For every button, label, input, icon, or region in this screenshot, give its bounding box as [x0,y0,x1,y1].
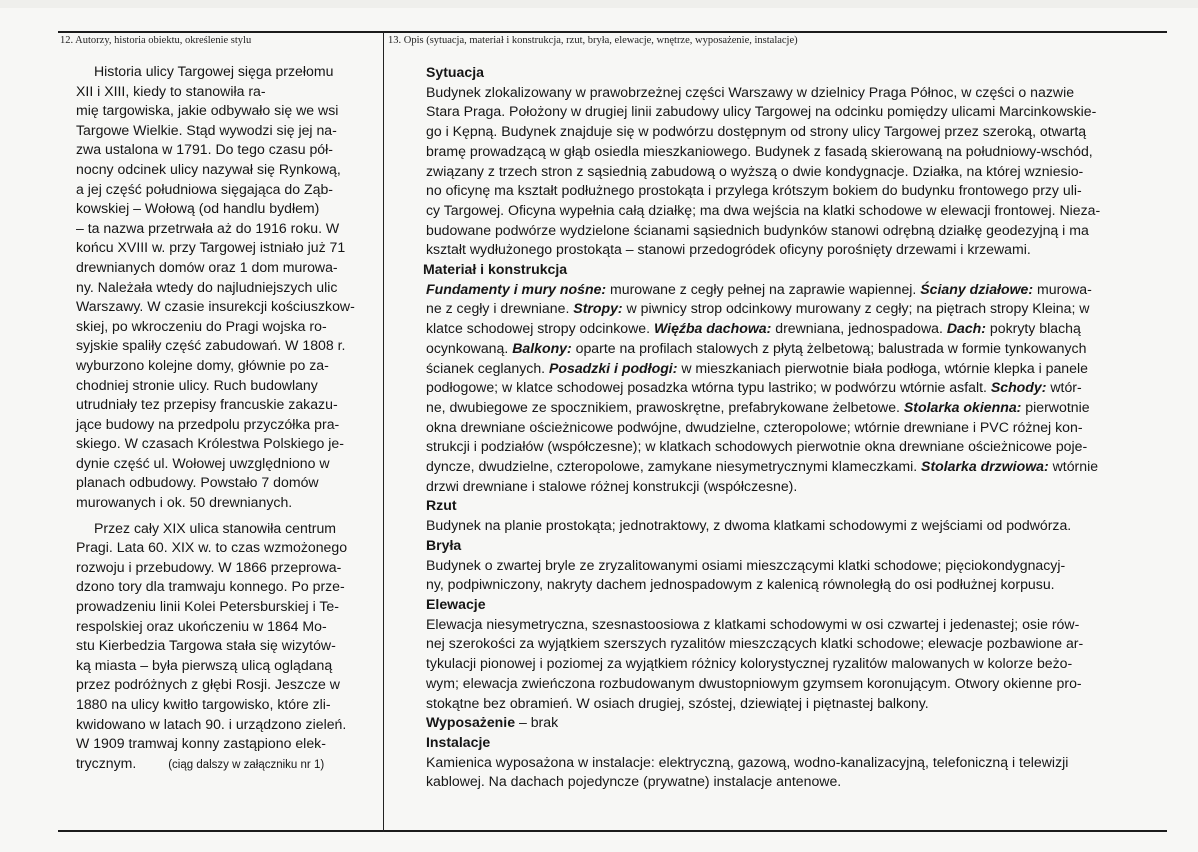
scan-edge [0,0,1198,8]
text-fragment: – brak [515,714,559,731]
text-fragment: w piwnicy strop odcinkowy murowany z cegły; na piętrach stropy Kleina; w [622,300,1090,317]
bottom-rule [58,830,1167,832]
heading-rzut: Rzut [426,497,457,514]
heading-material: Materiał i konstrukcja [423,261,568,278]
text-line [76,754,368,776]
text-line: ny. Należała wtedy do najludniejszych ulic [76,278,338,295]
text-fragment: wtór- [1046,379,1082,396]
history-paragraph-2 [76,519,368,776]
left-column-header: 12. Autorzy, historia obiektu, określenie stylu [60,35,252,46]
text-line: Targowe Wielkie. Stąd wywodzi się jej na- [76,121,337,138]
text-line: rozwoju i przebudowy. W 1866 przeprowa- [76,558,342,575]
last-line-text: trycznym. [76,754,137,771]
text-line: kształt wydłużonego prostokąta – stanowi przedogródek oficyny porośnięty drzewami i krzewami. [426,241,1031,258]
text-line: Kamienica wyposażona w instalacje: elektryczną, gazową, wodno-kanalizacyjną, telefoniczną i telewizji [426,753,1069,770]
text-fragment: pokryty blachą [986,320,1081,337]
text-line [426,457,1156,477]
text-fragment: ścianek ceglanych. [426,359,549,376]
text-line: dzono tory dla tramwaju konnego. Po prze- [76,578,345,595]
text-line: skiego. W czasach Królestwa Polskiego je- [76,435,344,452]
right-column-header: 13. Opis (sytuacja, materiał i konstrukcja, rzut, bryła, elewacje, wnętrze, wyposażenie, instalacje) [388,35,798,46]
label-schody: Schody: [990,379,1047,396]
text-line: okna drewniane ościeżnicowe podwójne, dwudzielne, czteropolowe; wtórnie drewniane i PVC różnej kon- [426,418,1083,435]
heading-instalacje: Instalacje [426,733,491,750]
text-fragment: ocynkowaną. [426,339,513,356]
text-line: Historia ulicy Targowej sięga przełomu [94,63,334,79]
text-line: przez podróżnych z głębi Rosji. Jeszcze w [76,676,340,693]
text-fragment: klatce schodowej stropy odcinkowe. [426,320,654,337]
text-line: tykulacji pionowej i poziomej za wyjątkiem różnicy kolorystycznej ryzalitów malowanych w kolorze beżo- [426,655,1073,672]
top-rule [58,31,1167,33]
text-line: zwa ustalona w 1791. Do tego czasu pół- [76,141,333,158]
text-line: Przez cały XIX ulica stanowiła centrum [94,519,337,536]
heading-bryla: Bryła [426,536,462,553]
text-fragment: wtórnie [1048,458,1099,475]
text-fragment: murowa- [1033,280,1092,297]
label-sciany: Ściany działowe: [920,280,1034,297]
text-fragment: ne, dwubiegowe ze spocznikiem, prawoskrętne, prefabrykowane żelbetowe. [426,398,904,415]
label-fundamenty: Fundamenty i mury nośne: [426,280,607,297]
text-line: nej szerokości za wyjątkiem szerszych ryzalitów mieszczących klatki schodowe; elewacje pozbawione ar- [426,635,1084,652]
text-line [426,713,1156,733]
text-line [426,398,1156,418]
text-line: jące budowy na przedpolu przyczółka pra- [76,415,340,432]
text-fragment: ne z cegły i drewniane. [426,300,574,317]
text-line: 1880 na ulicy kwitło targowisko, które zli- [76,696,331,712]
text-line: wym; elewacja zwieńczona rozbudowanym dwustopniowym gzymsem koronującym. Otwory okienne pro- [426,674,1082,691]
text-fragment: w mieszkaniach pierwotnie biała podłoga, wtórnie klepka i panele [677,359,1088,376]
text-line: drzwi drewniane i stalowe różnej konstrukcji (współczesne). [426,477,798,494]
text-line [426,359,1156,379]
label-stropy: Stropy: [573,300,623,317]
text-line: kablowej. Na dachach pojedyncze (prywatne) instalacje antenowe. [426,773,842,790]
text-line: dynie część ul. Wołowej uwzględniono w [76,454,330,471]
text-fragment: murowane z cegły pełnej na zaprawie wapiennej. [606,280,921,297]
text-line: końcu XVIII w. przy Targowej istniało już 71 [76,239,346,256]
text-line: Pragi. Lata 60. XIX w. to czas wzmożonego [76,539,348,556]
text-line: W 1909 tramwaj konny zastąpiono elek- [76,735,326,752]
text-line: XII i XIII, kiedy to stanowiła ra- [76,82,266,99]
text-line: Stara Praga. Położony w drugiej linii zabudowy ulicy Targowej na odcinku pomiędzy ulicami Marcinkowskie- [426,103,1097,120]
text-line [426,319,1156,339]
continuation-note: (ciąg dalszy w załączniku nr 1) [168,758,325,771]
label-posadzki: Posadzki i podłogi: [549,359,678,376]
text-fragment: pierwotnie [1021,398,1090,415]
history-text [76,62,368,775]
label-stolarka-drzwiowa: Stolarka drzwiowa: [921,458,1049,475]
heading-elewacje: Elewacje [426,595,486,612]
text-line [426,299,1156,319]
text-line: go i Kępną. Budynek znajduje się w podwórzu dostępnym od strony ulicy Targowej przez szeroką, otwartą [426,123,1087,140]
text-line: Elewacja niesymetryczna, szesnastoosiowa z klatkami schodowymi w osi czwartej i jedenastej; osie rów- [426,615,1080,632]
history-paragraph-1 [76,62,368,513]
text-line: Budynek o zwartej bryle ze zryzalitowanymi osiami mieszczącymi klatki schodowe; pięciokondygnacyj- [426,556,1066,573]
heading-wyposazenie: Wyposażenie [426,714,516,731]
text-line: stu Kierbedzia Targowa stała się wizytów- [76,637,336,654]
text-line: cy Targowej. Oficyna wypełnia całą działkę; ma dwa wejścia na klatki schodowe w elewacji frontowej. Nieza- [426,201,1101,218]
text-line: Budynek zlokalizowany w prawobrzeżnej części Warszawy w dzielnicy Praga Północ, w części o nazwie [426,83,1075,100]
text-fragment: drewniana, jednospadowa. [771,320,947,337]
text-line: a jej część południowa sięgająca do Ząb- [76,180,333,197]
column-divider [383,31,384,832]
text-line: strukcji i podziałów (współczesne); w klatkach schodowych pierwotnie okna drewniane ościeżnicowe poje- [426,438,1088,455]
text-line: murowanych i ok. 50 drewnianych. [76,494,293,511]
text-line: chodniej stronie ulicy. Ruch budowlany [76,376,318,393]
text-line: planach odbudowy. Powstało 7 domów [76,474,319,491]
text-line: ką miasta – była pierwszą ulicą oglądaną [76,656,333,673]
text-line: skiej, po wkroczeniu do Pragi wojska ro- [76,317,327,334]
description-text [423,63,1156,792]
text-line: budowane podwórze wydzielone ścianami sąsiednich budynków stanowi odrębną działkę geodezyjną i ma [426,221,1089,238]
text-line: drewnianych domów oraz 1 dom murowa- [76,258,338,275]
text-line: Budynek na planie prostokąta; jednotraktowy, z dwoma klatkami schodowymi z wejściami od podwórza. [426,517,1072,534]
text-line: związany z trzech stron z sąsiednią zabudową o wyższą o dwie kondygnacje. Działka, na której wzniesio- [426,162,1084,179]
text-fragment: podłogowe; w klatce schodowej posadzka wtórna typu lastriko; w podwórzu wtórnie asfalt. [426,379,991,396]
text-line: – ta nazwa przetrwała aż do 1916 roku. W [76,219,340,236]
text-fragment: dyncze, dwudzielne, czteropolowe, zamykane niesymetrycznymi klameczkami. [426,458,922,475]
text-fragment: oparte na profilach stalowych z płytą żelbetową; balustrada w formie tynkowanych [571,339,1087,356]
text-line: prowadzeniu linii Kolei Petersburskiej i Te- [76,598,339,615]
text-line [426,339,1156,359]
label-dach: Dach: [946,320,986,337]
text-line: bramę prowadzącą w głąb osiedla mieszkaniowego. Budynek z fasadą skierowaną na południowy-wschód, [426,142,1093,159]
label-balkony: Balkony: [512,339,572,356]
text-line: ny, podpiwniczony, nakryty dachem jednospadowym z kalenicą równoległą do osi podłużnej korpusu. [426,576,1055,593]
heading-sytuacja: Sytuacja [426,64,484,80]
text-line: stokątne bez obramień. W osiach drugiej, szóstej, dziewiątej i piętnastej balkony. [426,694,929,711]
label-stolarka-okienna: Stolarka okienna: [903,398,1022,415]
text-line [426,378,1156,398]
text-line: respolskiej oraz ukończeniu w 1864 Mo- [76,617,327,634]
text-line: nocny odcinek ulicy nazywał się Rynkową, [76,160,341,177]
text-line: Warszawy. W czasie insurekcji kościuszkow- [76,298,355,315]
text-line [426,280,1156,300]
text-line: kowskiej – Wołową (od handlu bydłem) [76,200,320,217]
text-line: no oficynę ma kształt podłużnego prostokąta i przylega krótszym bokiem do budynku frontowego przy uli- [426,182,1082,199]
label-wiezba: Więźba dachowa: [653,320,772,337]
text-line: mię targowiska, jakie odbywało się we wsi [76,102,339,119]
text-line: wyburzono kolejne domy, głównie po za- [76,356,329,373]
text-line: utrudniały tez przepisy francuskie zakazu- [76,396,338,413]
text-line: syjskie spaliły część zabudowań. W 1808 r. [76,337,346,354]
text-line: kwidowano w latach 90. i urządzono zieleń. [76,715,347,732]
